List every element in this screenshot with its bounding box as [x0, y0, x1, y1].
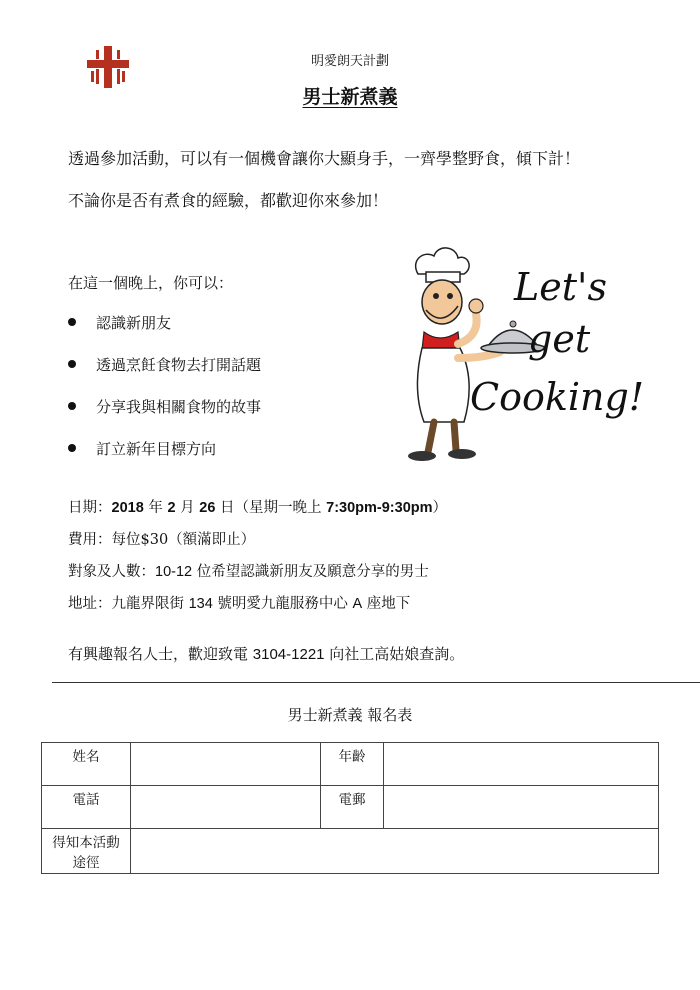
name-label: 姓名 [42, 743, 131, 786]
phone-field[interactable] [131, 786, 321, 829]
list-item: 認識新朋友 [68, 312, 261, 354]
bullet-icon [68, 444, 76, 452]
page-title: 男士新煮義 [302, 86, 398, 108]
source-label: 得知本活動途徑 [42, 829, 131, 874]
intro-line-2: 不論你是否有煮食的經驗，都歡迎你來參加！ [68, 191, 389, 210]
registration-form [41, 742, 659, 874]
list-item: 透過烹飪食物去打開話題 [68, 354, 261, 396]
list-item: 訂立新年目標方向 [68, 438, 261, 480]
intro-line-1: 透過參加活動，可以有一個機會讓你大顯身手，一齊學整野食，傾下計！ [68, 149, 581, 168]
svg-text:Let's: Let's [514, 265, 607, 309]
name-field[interactable] [131, 743, 321, 786]
email-field[interactable] [384, 786, 659, 829]
bullet-icon [68, 402, 76, 410]
activities-list [68, 312, 261, 480]
svg-text:get: get [528, 317, 591, 361]
event-fee: 費用：每位$30（額滿即止） [68, 532, 256, 548]
form-title: 男士新煮義 報名表 [287, 706, 413, 724]
bullet-icon [68, 318, 76, 326]
email-label: 電郵 [321, 786, 384, 829]
event-address: 地址：九龍界限街 134 號明愛九龍服務中心 A 座地下 [68, 596, 411, 612]
activities-lead: 在這一個晚上，你可以： [68, 274, 234, 292]
bullet-icon [68, 360, 76, 368]
phone-label: 電話 [42, 786, 131, 829]
event-date: 日期：2018 年 2 月 26 日（星期一晚上 7:30pm-9:30pm） [68, 500, 448, 516]
organization-name: 明愛朗天計劃 [310, 54, 389, 69]
contact-info: 有興趣報名人士，歡迎致電 3104-1221 向社工高姑娘查詢。 [68, 645, 465, 663]
source-field[interactable] [131, 829, 659, 874]
age-label: 年齡 [321, 743, 384, 786]
cut-line-divider [52, 682, 700, 683]
event-target: 對象及人數：10-12 位希望認識新朋友及願意分享的男士 [68, 564, 429, 580]
chef-holding-cloche-illustration-icon [400, 240, 645, 465]
age-field[interactable] [384, 743, 659, 786]
svg-text:Cooking!: Cooking! [470, 375, 645, 419]
list-item: 分享我與相關食物的故事 [68, 396, 261, 438]
